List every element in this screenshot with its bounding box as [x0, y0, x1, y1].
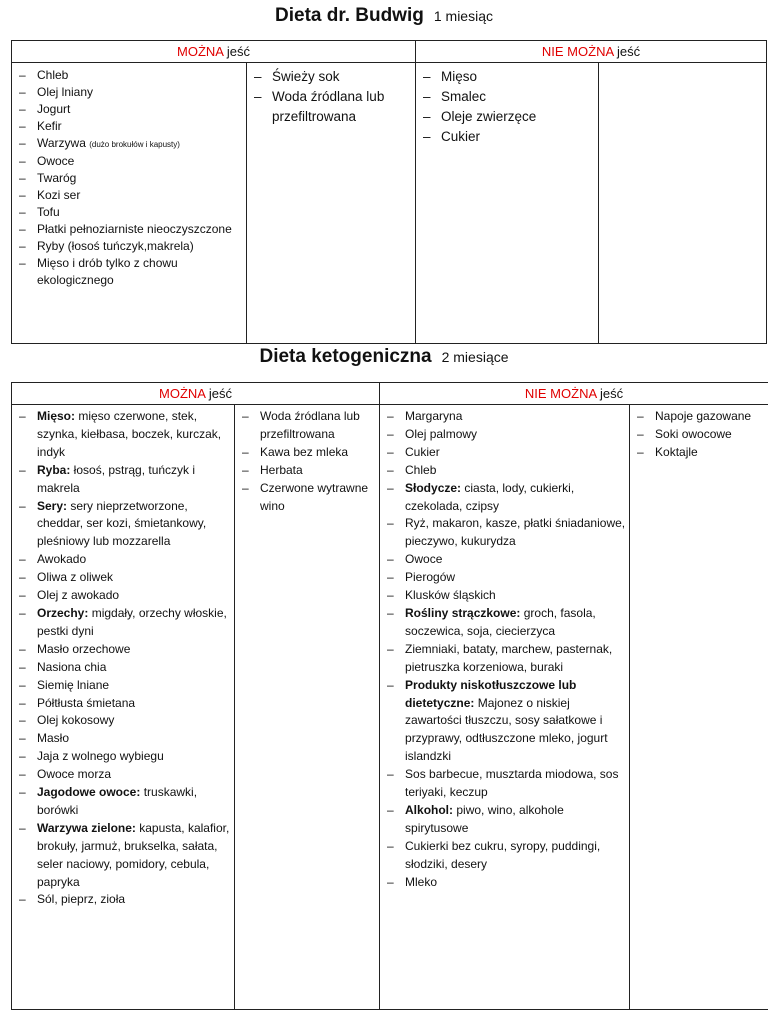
- keto-forbidden-col2: [630, 405, 768, 1010]
- list-item-text: Napoje gazowane: [655, 409, 752, 423]
- list-item-text: Chleb: [405, 462, 437, 477]
- list-item: [235, 480, 379, 516]
- list-item-category: Jagodowe owoce:: [37, 785, 141, 800]
- list-item-category: Orzechy:: [37, 605, 89, 620]
- list-item-text: migdały, orzechy włoskie, pestki dyni: [37, 605, 227, 638]
- list-item: [380, 444, 629, 462]
- list-item: [12, 101, 246, 118]
- list-item-text: Sos barbecue, musztarda miodowa, sos teriyaki, keczup: [405, 767, 619, 800]
- list-item-text: Olej lniany: [37, 85, 94, 99]
- list-item: [12, 84, 246, 101]
- list-item: [12, 730, 234, 748]
- list-item-text: Półtłusta śmietana: [37, 695, 136, 710]
- list-item-text: Masło: [37, 731, 70, 746]
- list-item-category: Ryba:: [37, 462, 71, 477]
- list-item: [12, 748, 234, 766]
- list-item: [416, 67, 598, 87]
- budwig-forbidden-col2: [599, 63, 767, 344]
- list-item-text: kapusta, kalafior, brokuły, jarmuż, brukselka, sałata, seler naciowy, pomidory, cebula, papryka: [37, 820, 230, 889]
- list-item: [380, 587, 629, 605]
- keto-title-row: [0, 346, 768, 368]
- list-item-text: Olej z awokado: [37, 588, 120, 603]
- list-item: [380, 838, 629, 874]
- list-item: [12, 408, 234, 462]
- list-item: [12, 255, 246, 289]
- list-item: [380, 408, 629, 426]
- budwig-forbidden-col1: [416, 63, 599, 344]
- list-item-text: Ryby (łosoś tuńczyk,makrela): [37, 239, 194, 253]
- list-item: [12, 498, 234, 552]
- list-item-category: Słodycze:: [405, 480, 462, 495]
- list-item-category: Warzywa zielone:: [37, 820, 136, 835]
- list-item: [12, 766, 234, 784]
- list-item: [12, 187, 246, 204]
- list-item-text: Mleko: [405, 874, 438, 889]
- list-item-text: Herbata: [260, 462, 303, 477]
- list-item-category: Rośliny strączkowe:: [405, 605, 521, 620]
- list-item-text: Masło orzechowe: [37, 641, 131, 656]
- list-item-text: Awokado: [37, 552, 87, 567]
- list-item: [12, 238, 246, 255]
- budwig-allowed-header: MOŻNA jeść: [12, 41, 416, 63]
- list-item-text: Oleje zwierzęce: [441, 109, 537, 124]
- list-item-category: Alkohol:: [405, 802, 454, 817]
- list-item-text: Pierogów: [405, 570, 456, 585]
- list-item-text: Mięso i drób tylko z chowu ekologicznego: [37, 256, 178, 287]
- list-item: [12, 170, 246, 187]
- list-item-text: groch, fasola, soczewica, soja, ciecierzyca: [405, 605, 596, 638]
- list-item-text: Oliwa z oliwek: [37, 570, 114, 585]
- list-item: [380, 641, 629, 677]
- keto-table: [11, 382, 768, 1010]
- list-item-text: Cukier: [441, 129, 481, 144]
- list-item-text: Kozi ser: [37, 188, 81, 202]
- list-item: [380, 874, 629, 892]
- list-item: [380, 426, 629, 444]
- list-item: [12, 221, 246, 238]
- list-item: [380, 677, 629, 767]
- list-item-text: Jaja z wolnego wybiegu: [37, 749, 164, 764]
- budwig-allowed-col2: [247, 63, 416, 344]
- list-item-text: Margaryna: [405, 409, 463, 423]
- list-item: [416, 87, 598, 107]
- list-item: [12, 891, 234, 909]
- budwig-title: Dieta dr. Budwig: [275, 5, 424, 26]
- list-item: [12, 569, 234, 587]
- keto-forbidden-header: NIE MOŻNA jeść: [380, 383, 768, 405]
- list-item-category: Mięso:: [37, 409, 76, 423]
- list-item-text: sery nieprzetworzone, cheddar, ser kozi, śmietankowy, pleśniowy lub mozzarella: [37, 498, 207, 549]
- list-item-text: Olej kokosowy: [37, 713, 115, 728]
- list-item-text: Woda źródlana lub przefiltrowana: [272, 89, 385, 124]
- list-item: [380, 480, 629, 516]
- budwig-table: [11, 40, 767, 344]
- keto-forbidden-col1: [380, 405, 630, 1010]
- list-item-text: Czerwone wytrawne wino: [260, 480, 369, 513]
- budwig-title-row: [0, 5, 768, 27]
- list-item-text: Mięso: [441, 69, 478, 84]
- list-item-text: Nasiona chia: [37, 659, 107, 674]
- list-item-text: Płatki pełnoziarniste nieoczyszczone: [37, 222, 232, 236]
- list-item-text: Ryż, makaron, kasze, płatki śniadaniowe, pieczywo, kukurydza: [405, 516, 626, 549]
- list-item: [12, 695, 234, 713]
- list-item-text: Jogurt: [37, 102, 71, 116]
- list-item-text: Kawa bez mleka: [260, 444, 349, 459]
- list-item-text: Świeży sok: [272, 69, 340, 84]
- list-item: [12, 153, 246, 170]
- list-item: [235, 462, 379, 480]
- list-item-category: Sery:: [37, 498, 68, 513]
- list-item-text: Tofu: [37, 205, 60, 219]
- list-item-text: truskawki, borówki: [37, 785, 198, 817]
- list-item-text: Olej palmowy: [405, 426, 478, 441]
- list-item: [12, 641, 234, 659]
- list-item-text: Twaróg: [37, 171, 77, 185]
- budwig-duration: 1 miesiąc: [433, 8, 493, 24]
- list-item: [12, 659, 234, 677]
- list-item-text: Majonez o niskiej zawartości tłuszczu, sosy sałatkowe i przyprawy, odtłuszczone mleko, jogurt islandzki: [405, 695, 608, 764]
- list-item: [12, 712, 234, 730]
- list-item-text: Kefir: [37, 119, 62, 133]
- list-item: [630, 444, 768, 462]
- list-item: [12, 784, 234, 820]
- list-item: [12, 820, 234, 892]
- list-item: [380, 551, 629, 569]
- keto-duration: 2 miesiące: [441, 349, 509, 365]
- list-item-text: Klusków śląskich: [405, 588, 496, 603]
- list-item-text: mięso czerwone, stek, szynka, kiełbasa, boczek, kurczak, indyk: [37, 409, 222, 459]
- keto-title: Dieta ketogeniczna: [259, 346, 432, 367]
- list-item-text: Chleb: [37, 68, 69, 82]
- list-item: [630, 408, 768, 426]
- budwig-allowed-col1: [12, 63, 247, 344]
- list-item: [416, 127, 598, 147]
- keto-allowed-col1: [12, 405, 235, 1010]
- list-item: [12, 677, 234, 695]
- list-item-category: Produkty niskotłuszczowe lub dietetyczne:: [405, 677, 577, 710]
- list-item-text: Cukierki bez cukru, syropy, puddingi, słodziki, desery: [405, 838, 601, 871]
- list-item-text: Soki owocowe: [655, 426, 732, 441]
- list-item: [380, 802, 629, 838]
- budwig-forbidden-header: NIE MOŻNA jeść: [416, 41, 767, 63]
- list-item: [630, 426, 768, 444]
- list-item-text: Ziemniaki, bataty, marchew, pasternak, pietruszka korzeniowa, buraki: [405, 641, 613, 674]
- list-item-text: ciasta, lody, cukierki, czekolada, czipsy: [405, 480, 575, 513]
- list-item-text: Koktajle: [655, 444, 698, 459]
- list-item: [12, 605, 234, 641]
- list-item: [12, 67, 246, 84]
- list-item-text: Woda źródlana lub przefiltrowana: [260, 409, 360, 441]
- list-item-text: Owoce: [405, 552, 443, 567]
- list-item: [235, 444, 379, 462]
- list-item-text: łosoś, pstrąg, tuńczyk i makrela: [37, 462, 196, 495]
- keto-allowed-col2: [235, 405, 380, 1010]
- list-item: [416, 107, 598, 127]
- list-item: [247, 87, 415, 127]
- list-item: [12, 587, 234, 605]
- list-item: [380, 515, 629, 551]
- list-item: [235, 408, 379, 444]
- list-item-text: Warzywa: [37, 136, 86, 150]
- list-item-text: Siemię lniane: [37, 677, 110, 692]
- list-item: [380, 605, 629, 641]
- list-item: [12, 204, 246, 221]
- keto-allowed-header: MOŻNA jeść: [12, 383, 380, 405]
- list-item-text: piwo, wino, alkohole spirytusowe: [405, 802, 564, 835]
- list-item: [12, 551, 234, 569]
- list-item-text: Cukier: [405, 444, 440, 459]
- list-item: [12, 462, 234, 498]
- list-item: [380, 766, 629, 802]
- list-item-text: Smalec: [441, 89, 487, 104]
- list-item: [247, 67, 415, 87]
- list-item: [380, 569, 629, 587]
- list-item-text: Sól, pieprz, zioła: [37, 892, 126, 907]
- list-item: [380, 462, 629, 480]
- list-item-note: (dużo brokułów i kapusty): [89, 140, 180, 149]
- list-item-text: Owoce: [37, 154, 75, 168]
- list-item-text: Owoce morza: [37, 767, 112, 782]
- list-item: [12, 135, 246, 153]
- list-item: [12, 118, 246, 135]
